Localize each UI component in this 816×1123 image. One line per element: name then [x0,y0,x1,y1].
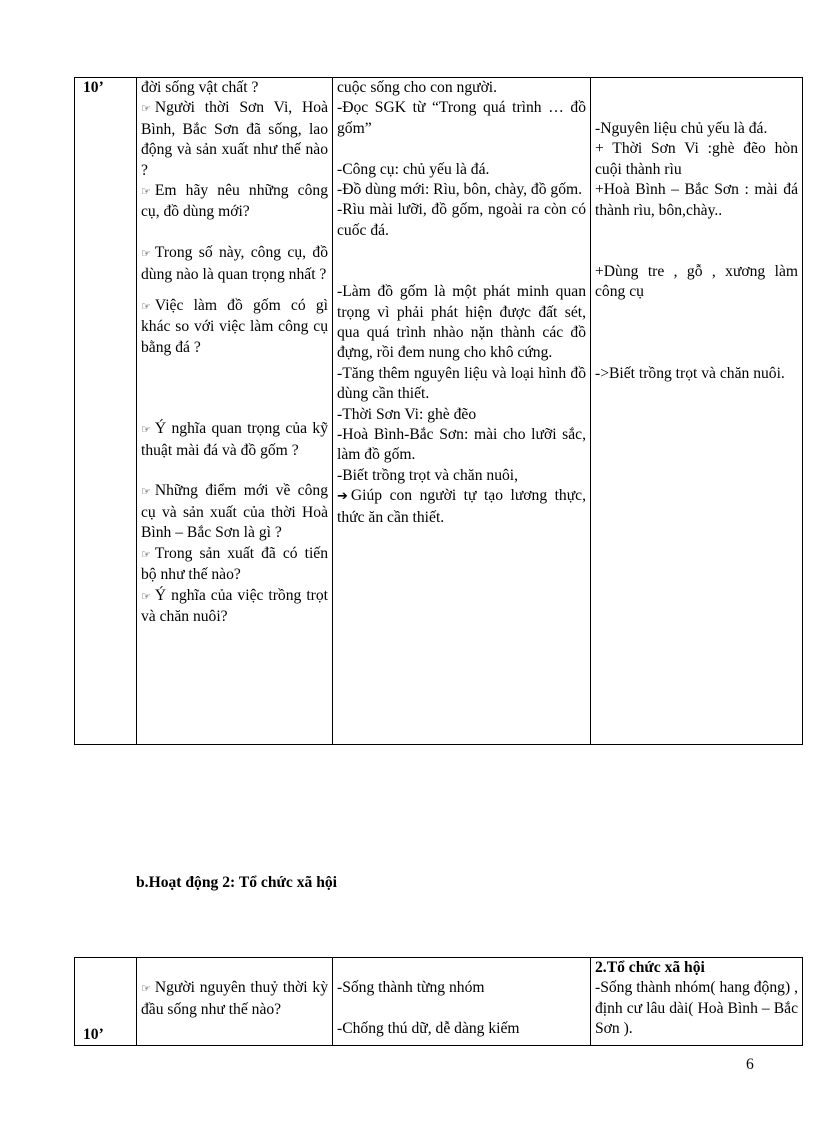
right-arrow-icon: ➔ [337,489,348,505]
answer-text: -Chống thú dữ, dễ dàng kiếm [337,1020,520,1038]
note-text: +Dùng tre , gỗ , xương làm công cụ [595,263,798,301]
table-row [75,78,803,745]
student-answers-cell [333,78,591,745]
pointing-hand-icon: ☞ [141,102,151,116]
notes-cell [591,958,803,1046]
note-text: + Thời Sơn Vi :ghè đẽo hòn cuội thành rìu [595,140,798,178]
question-text: Người thời Sơn Vi, Hoà Bình, Bắc Sơn đã sống, lao động và sản xuất như thế nào ? [141,99,328,179]
pointing-hand-icon: ☞ [141,247,151,261]
answer-text: Giúp con người tự tạo lương thực, thức ăn cần thiết. [337,487,586,526]
question-text: Ý nghĩa quan trọng của kỹ thuật mài đá và đồ gốm ? [141,420,328,459]
answer-text: -Đồ dùng mới: Rìu, bôn, chày, đồ gốm. [337,181,583,199]
question-text: Việc làm đồ gốm có gì khác so với việc làm công cụ bằng đá ? [141,297,328,356]
answer-text: -Công cụ: chủ yếu là đá. [337,160,490,178]
pointing-hand-icon: ☞ [141,423,151,437]
notes-cell [591,78,803,745]
pointing-hand-icon: ☞ [141,485,151,499]
pointing-hand-icon: ☞ [141,982,151,996]
answer-text: -Tăng thêm nguyên liệu và loại hình đồ dùng cần thiết. [337,364,586,403]
teacher-questions-cell [137,78,333,745]
note-title: 2.Tổ chức xã hội [595,959,705,976]
answer-text: cuộc sống cho con người. [337,79,498,96]
pointing-hand-icon: ☞ [141,589,151,603]
question-text: Em hãy nêu những công cụ, đồ dùng mới? [141,182,328,221]
note-text: -Nguyên liệu chủ yếu là đá. [595,120,768,137]
note-text: -Sống thành nhóm( hang động) , định cư lâu dài( Hoà Bình – Bắc Sơn ). [595,979,798,1038]
note-text: ->Biết trồng trọt và chăn nuôi. [595,364,785,382]
pointing-hand-icon: ☞ [141,300,151,314]
question-text: Người nguyên thuỷ thời kỳ đầu sống như thế nào? [141,979,328,1018]
answer-text: -Biết trồng trọt và chăn nuôi, [337,466,519,484]
page-number: 6 [746,1056,754,1073]
answer-text: -Đọc SGK từ “Trong quá trình … đồ gốm” [337,99,586,137]
question-text: đời sống vật chất ? [141,79,259,96]
answer-text: -Làm đồ gốm là một phát minh quan trọng vì phải phát hiện được đất sét, qua quá trình nhào nặn thành các đồ đựng, rồi đem nung cho khô cứng. [337,283,586,362]
table-row [75,958,803,1046]
section-heading: b.Hoạt động 2: Tổ chức xã hội [136,874,337,891]
time-cell: 10’ [75,958,137,1046]
answer-text: -Rìu mài lưỡi, đồ gốm, ngoài ra còn có cuốc đá. [337,201,586,239]
question-text: Trong số này, công cụ, đồ dùng nào là quan trọng nhất ? [141,244,328,283]
teacher-questions-cell [137,958,333,1046]
question-text: Trong sản xuất đã có tiến bộ như thế nào? [141,544,328,584]
pointing-hand-icon: ☞ [141,185,151,199]
question-text: Những điểm mới về công cụ và sản xuất của thời Hoà Bình – Bắc Sơn là gì ? [141,482,328,542]
student-answers-cell [333,958,591,1046]
lesson-table-activity-2 [74,957,803,1046]
lesson-table-activity-1 [74,77,803,745]
time-cell: 10’ [75,78,137,745]
answer-text: -Sống thành từng nhóm [337,979,485,997]
note-text: +Hoà Bình – Bắc Sơn : mài đá thành rìu, bôn,chày.. [595,181,798,219]
answer-text: -Hoà Bình-Bắc Sơn: mài cho lưỡi sắc, làm đồ gốm. [337,426,586,464]
pointing-hand-icon: ☞ [141,547,151,561]
answer-text: -Thời Sơn Vi: ghè đẽo [337,405,477,423]
question-text: Ý nghĩa của việc trồng trọt và chăn nuôi? [141,586,328,625]
